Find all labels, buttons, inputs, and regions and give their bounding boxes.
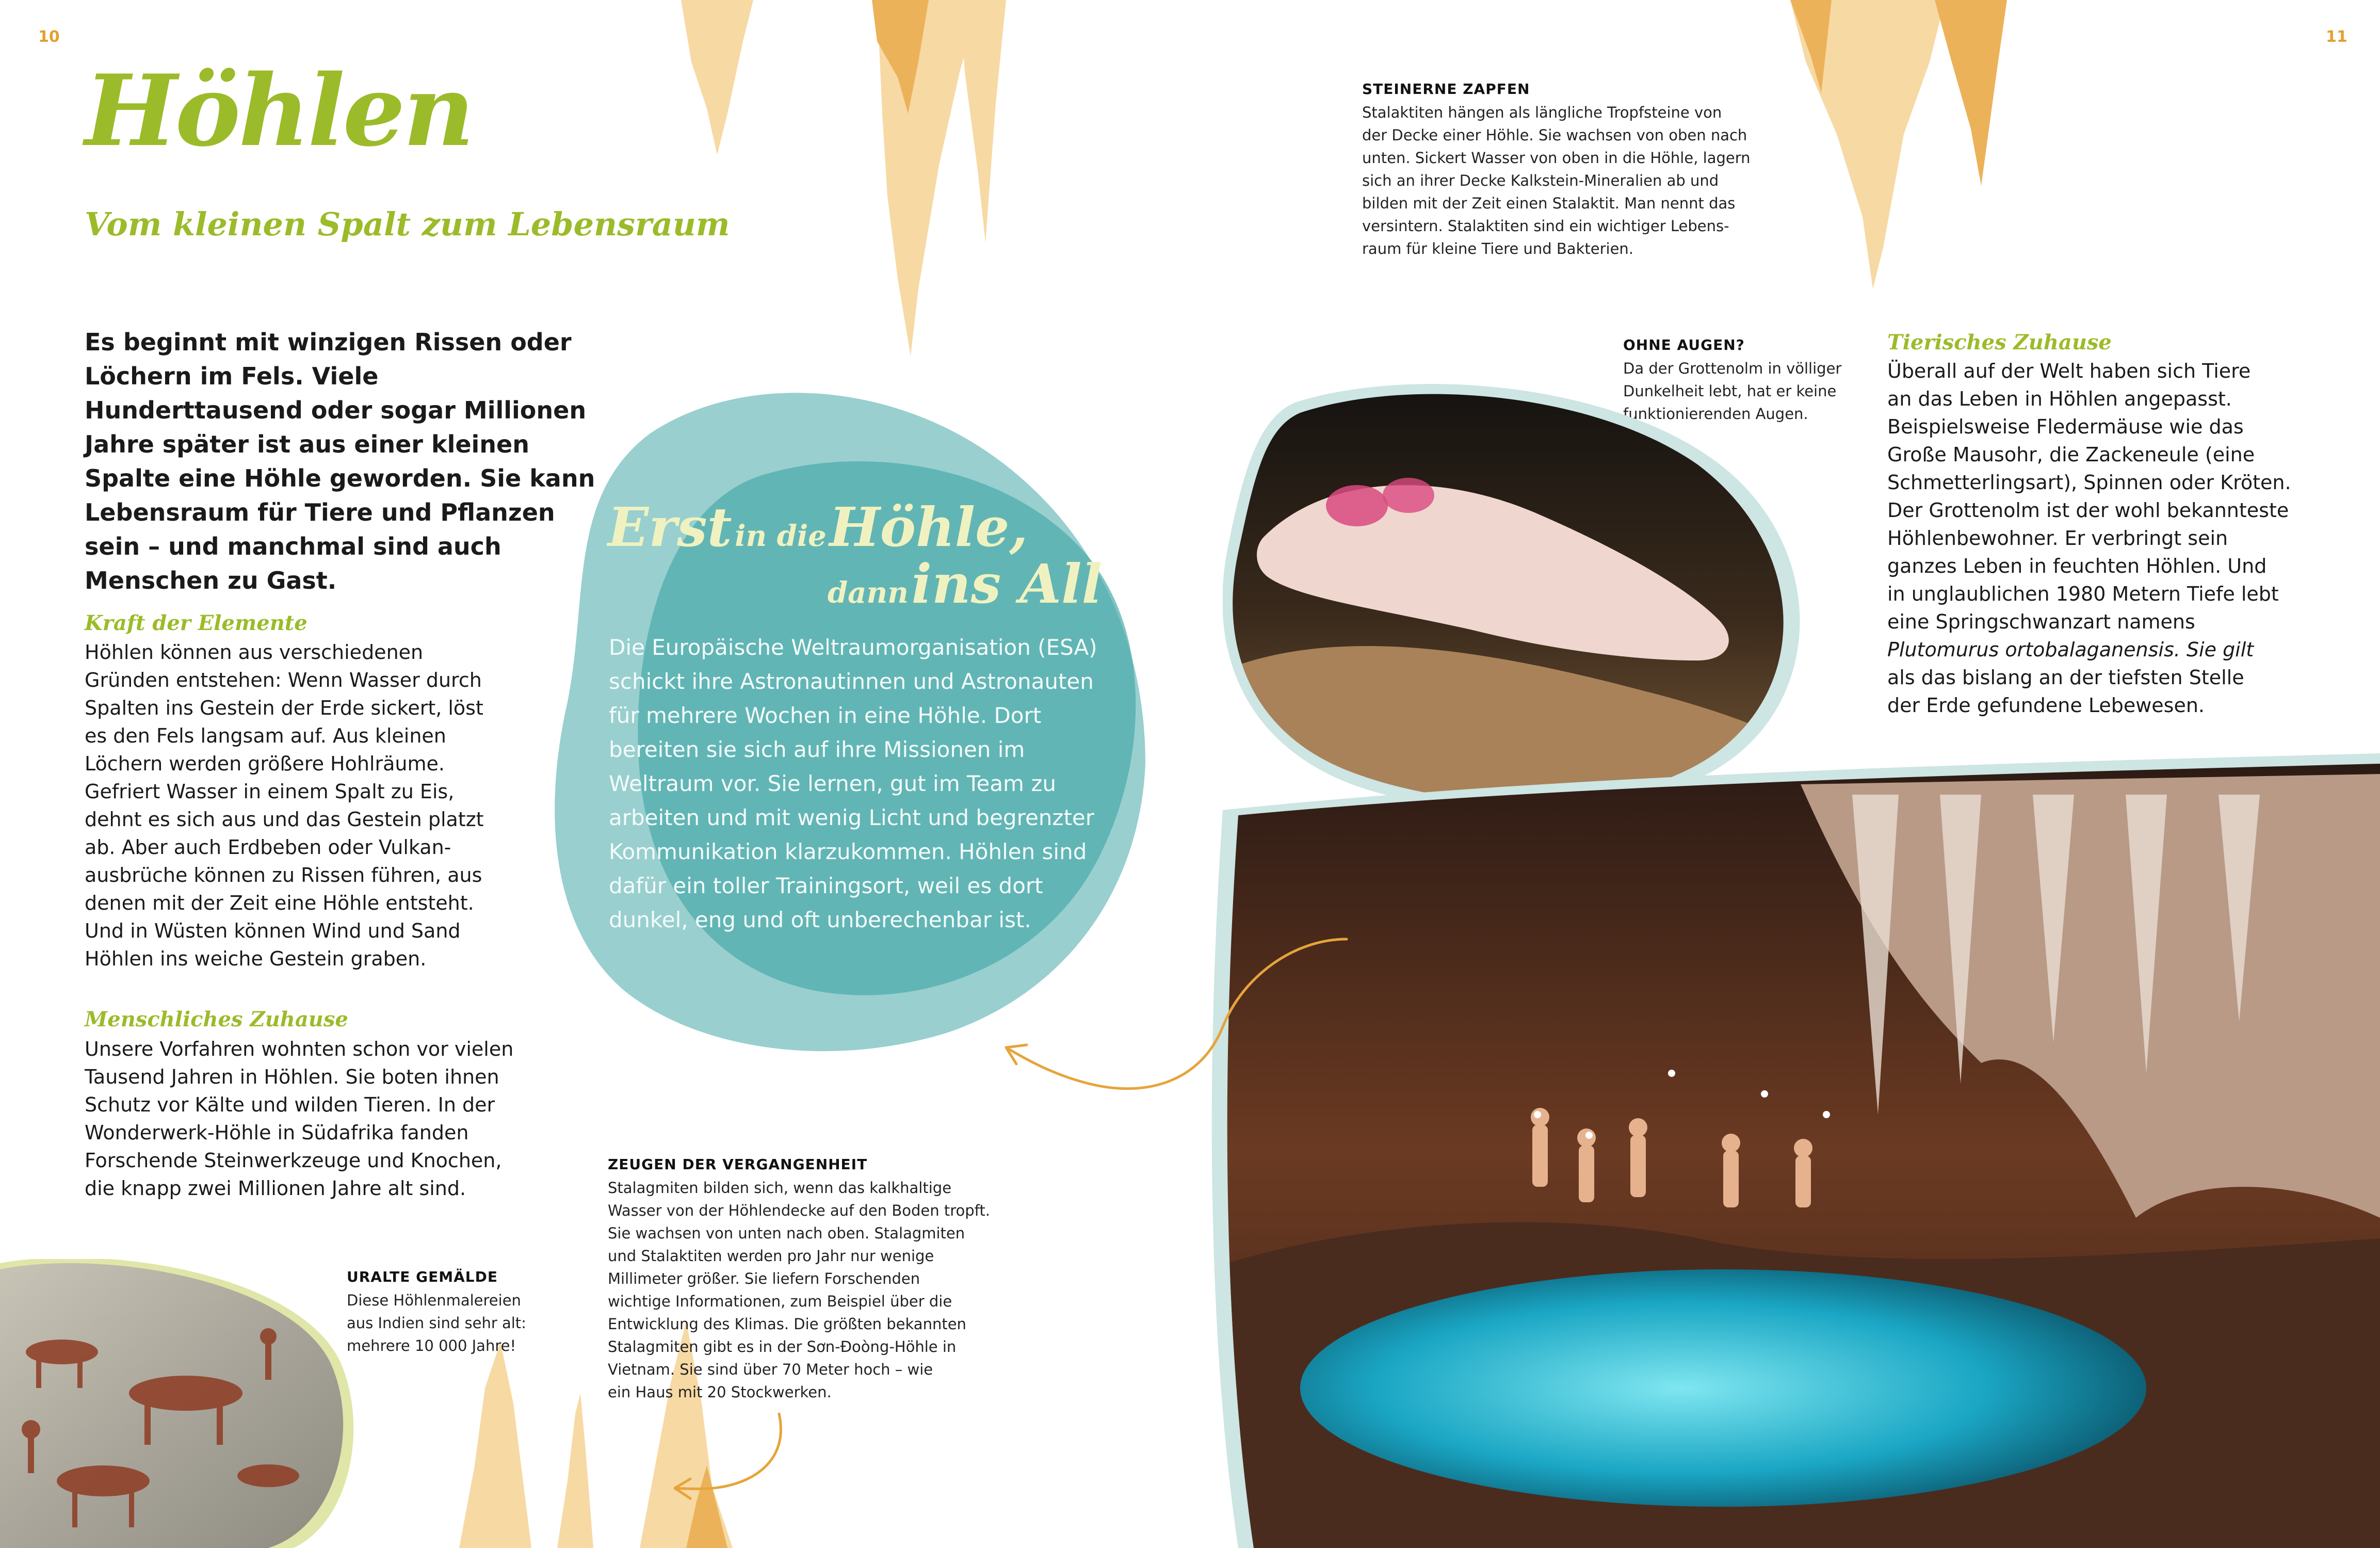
- page-number-right: 11: [2326, 28, 2347, 46]
- section-heading-menschlich: Menschliches Zuhause: [85, 1007, 348, 1031]
- section-heading-kraft: Kraft der Elemente: [85, 611, 307, 635]
- blob-title-line1: Erst in die Höhle,: [608, 495, 1028, 559]
- caption-text-zeugen: Stalagmiten bilden sich, wenn das kalkhaltige Wasser von der Höhlendecke auf den Boden tropft. Sie wachsen von unten nach oben. Stalagmiten und Stalaktiten werden pro Jahr nur wenige Millimeter größer. Sie liefern Forschenden wichtige Informationen, zum Beispiel über die Entwicklung des Klimas. Die größten bekannten Stalagmiten gibt es in der Sơn-Đoòng-Höhle in Vietnam. Sie sind über 70 Meter hoch – wie ein Haus mit 20 Stockwerken.: [608, 1179, 990, 1401]
- section-body-kraft: Höhlen können aus verschiedenen Gründen entstehen: Wenn Wasser durch Spalten ins Gestein der Erde sickert, löst es den Fels langsam auf. Aus kleinen Löchern werden größere Hohlräume. Gefriert Wasser in einem Spalt zu Eis, dehnt es sich aus und das Gestein platzt ab. Aber auch Erdbeben oder Vulkan- ausbrüche können zu Rissen führen, aus denen mit der Zeit eine Höhle entsteht. Und in Wüsten können Wind und Sand Höhlen ins weiche Gestein graben.: [85, 641, 484, 970]
- page-number-left: 10: [38, 28, 60, 46]
- olm-photo: [1223, 382, 1821, 810]
- blob-title-line2: dann ins All: [828, 552, 1103, 616]
- cave-explorers-photo: [1207, 753, 2380, 1548]
- page-subtitle: Vom kleinen Spalt zum Lebensraum: [85, 205, 730, 243]
- caption-text-steinerne: Stalaktiten hängen als längliche Tropfsteine von der Decke einer Höhle. Sie wachsen von oben nach unten. Sickert Wasser von oben in die Höhle, lagern sich an ihrer Decke Kalkstein-Mineralien ab und bilden mit der Zeit einen Stalaktit. Man nennt das versintern. Stalaktiten sind ein wichtiger Lebens- raum für kleine Tiere und Bakterien.: [1362, 104, 1751, 257]
- blob-body-text: Die Europäische Weltraumorganisation (ESA) schickt ihre Astronautinnen und Astronauten für mehrere Wochen in eine Höhle. Dort bereiten sie sich auf ihre Missionen im Weltraum vor. Sie lernen, gut im Team zu arbeiten und mit wenig Licht und begrenzter Kommunikation klarzukommen. Höhlen sind dafür ein toller Trainingsort, weil es dort dunkel, eng und oft unberechenbar ist.: [609, 635, 1097, 932]
- caption-heading-ohne-augen: OHNE AUGEN?: [1623, 336, 1745, 353]
- section-body-menschlich: Unsere Vorfahren wohnten schon vor vielen Tausend Jahren in Höhlen. Sie boten ihnen Schutz vor Kälte und wilden Tieren. In der Wonderwerk-Höhle in Südafrika fanden Forschende Steinwerkzeuge und Knochen, die knapp zwei Millionen Jahre alt sind.: [85, 1038, 514, 1200]
- section-body-tierisch: Überall auf der Welt haben sich Tiere an das Leben in Höhlen angepasst. Beispielsweise Fledermäuse wie das Große Mausohr, die Zackeneule (eine Schmetterlingsart), Spinnen oder Kröten. Der Grottenolm ist der wohl bekannteste Höhlenbewohner. Er verbringt sein ganzes Leben in feuchten Höhlen. Und in unglaublichen 1980 Metern Tiefe lebt eine Springschwanzart namens Plutomurus ortobalaganensis. Sie gilt als das bislang an der tiefsten Stelle der Erde gefundene Lebewesen.: [1887, 360, 2291, 717]
- page-title: Höhlen: [85, 53, 473, 168]
- caption-heading-steinerne: STEINERNE ZAPFEN: [1362, 80, 1530, 98]
- caption-heading-uralte: URALTE GEMÄLDE: [347, 1268, 498, 1285]
- arrow-curve-icon: [996, 929, 1357, 1115]
- caption-heading-zeugen: ZEUGEN DER VERGANGENHEIT: [608, 1156, 868, 1173]
- intro-paragraph: Es beginnt mit winzigen Rissen oder Löchern im Fels. Viele Hunderttausend oder sogar Millionen Jahre später ist aus einer kleinen Spalte eine Höhle geworden. Sie kann Lebensraum für Tiere und Pflanzen sein – und manchmal sind auch Menschen zu Gast.: [85, 328, 595, 594]
- cave-painting-photo: [0, 1259, 361, 1548]
- section-heading-tierisch: Tierisches Zuhause: [1887, 330, 2112, 354]
- caption-text-uralte: Diese Höhlenmalereien aus Indien sind sehr alt: mehrere 10 000 Jahre!: [347, 1292, 526, 1354]
- arrow-curve-small-icon: [666, 1404, 789, 1502]
- stalactites-top-left-illustration: [650, 0, 1011, 361]
- caption-text-ohne-augen: Da der Grottenolm in völliger Dunkelheit lebt, hat er keine funktionierenden Augen.: [1623, 360, 1842, 423]
